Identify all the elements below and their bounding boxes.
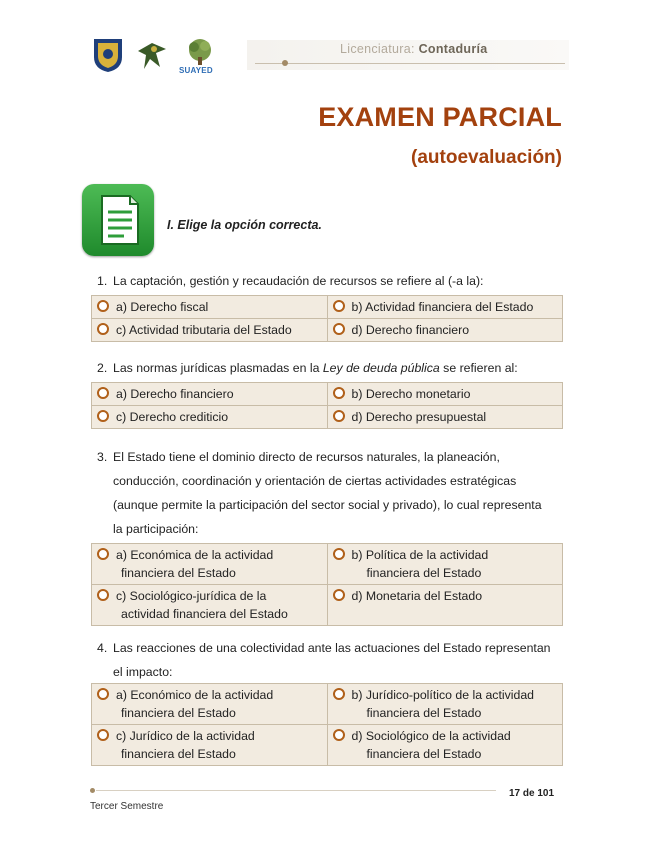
- question-1: [97, 270, 483, 293]
- program-label-prefix: Licenciatura:: [340, 42, 415, 56]
- radio-button-icon[interactable]: [333, 323, 345, 335]
- option-a[interactable]: a) Derecho financiero: [92, 383, 328, 406]
- question-number: 2.: [97, 361, 108, 375]
- footer-rule: [96, 790, 496, 791]
- option-c[interactable]: c) Jurídico de la actividad financiera del Estado: [92, 725, 328, 766]
- question-number: 3.: [97, 450, 108, 464]
- question-3-options: [91, 543, 563, 626]
- radio-button-icon[interactable]: [333, 688, 345, 700]
- suayed-caption: SUAYED: [179, 66, 213, 75]
- option-b[interactable]: b) Actividad financiera del Estado: [327, 296, 563, 319]
- radio-button-icon[interactable]: [97, 300, 109, 312]
- question-text-end: se refieren al:: [439, 361, 518, 375]
- question-line: conducción, coordinación y orientación de ciertas actividades estratégicas: [113, 474, 517, 488]
- option-a[interactable]: a) Económico de la actividad financiera del Estado: [92, 684, 328, 725]
- instruction-text: I. Elige la opción correcta.: [167, 218, 322, 232]
- page-title: EXAMEN PARCIAL: [318, 102, 562, 132]
- question-text-start: Las normas jurídicas plasmadas en la: [113, 361, 323, 375]
- semester-label: Tercer Semestre: [90, 801, 164, 812]
- program-name: Contaduría: [418, 42, 488, 56]
- header-logos: [92, 37, 222, 77]
- question-1-options: [91, 295, 563, 342]
- option-d[interactable]: d) Derecho presupuestal: [327, 406, 563, 429]
- radio-button-icon[interactable]: [333, 548, 345, 560]
- radio-button-icon[interactable]: [97, 323, 109, 335]
- question-line: la participación:: [113, 522, 199, 536]
- option-c[interactable]: c) Actividad tributaria del Estado: [92, 319, 328, 342]
- document-list-icon: [82, 184, 154, 256]
- question-text: Las reacciones de una colectividad ante las actuaciones del Estado representan: [113, 641, 551, 655]
- banner-dot: [282, 60, 288, 66]
- question-3: [97, 445, 563, 541]
- option-d[interactable]: d) Monetaria del Estado: [327, 585, 563, 626]
- radio-button-icon[interactable]: [333, 410, 345, 422]
- question-text: La captación, gestión y recaudación de recursos se refiere al (-a la):: [113, 274, 484, 288]
- footer-dot: [90, 788, 95, 793]
- radio-button-icon[interactable]: [97, 729, 109, 741]
- question-line: el impacto:: [113, 665, 173, 679]
- radio-button-icon[interactable]: [97, 387, 109, 399]
- question-4: [97, 636, 563, 684]
- radio-button-icon[interactable]: [97, 410, 109, 422]
- question-text-italic: Ley de deuda pública: [322, 361, 440, 375]
- option-b[interactable]: b) Jurídico-político de la actividad financiera del Estado: [327, 684, 563, 725]
- question-line: [97, 445, 563, 469]
- option-b[interactable]: b) Derecho monetario: [327, 383, 563, 406]
- option-b[interactable]: b) Política de la actividad financiera del Estado: [327, 544, 563, 585]
- question-2: [97, 357, 518, 380]
- page-number: 17 de 101: [509, 788, 555, 799]
- fca-eagle-logo: [134, 37, 170, 73]
- question-4-options: [91, 683, 563, 766]
- option-c[interactable]: c) Sociológico-jurídica de la actividad financiera del Estado: [92, 585, 328, 626]
- banner-rule: [255, 63, 565, 64]
- radio-button-icon[interactable]: [97, 589, 109, 601]
- radio-button-icon[interactable]: [333, 300, 345, 312]
- option-a[interactable]: a) Económica de la actividad financiera del Estado: [92, 544, 328, 585]
- question-line: [97, 636, 563, 660]
- question-number: 4.: [97, 641, 108, 655]
- question-number: 1.: [97, 274, 108, 288]
- option-c[interactable]: c) Derecho crediticio: [92, 406, 328, 429]
- radio-button-icon[interactable]: [333, 589, 345, 601]
- question-line: (aunque permite la participación del sector social y privado), lo cual representa: [113, 498, 542, 512]
- option-d[interactable]: d) Sociológico de la actividad financiera del Estado: [327, 725, 563, 766]
- unam-shield-logo: [92, 37, 124, 73]
- radio-button-icon[interactable]: [333, 387, 345, 399]
- radio-button-icon[interactable]: [97, 548, 109, 560]
- radio-button-icon[interactable]: [333, 729, 345, 741]
- radio-button-icon[interactable]: [97, 688, 109, 700]
- option-d[interactable]: d) Derecho financiero: [327, 319, 563, 342]
- option-a[interactable]: a) Derecho fiscal: [92, 296, 328, 319]
- page-subtitle: (autoevaluación): [411, 147, 562, 168]
- program-label: [340, 42, 488, 56]
- question-2-options: [91, 382, 563, 429]
- question-text: El Estado tiene el dominio directo de recursos naturales, la planeación,: [113, 450, 500, 464]
